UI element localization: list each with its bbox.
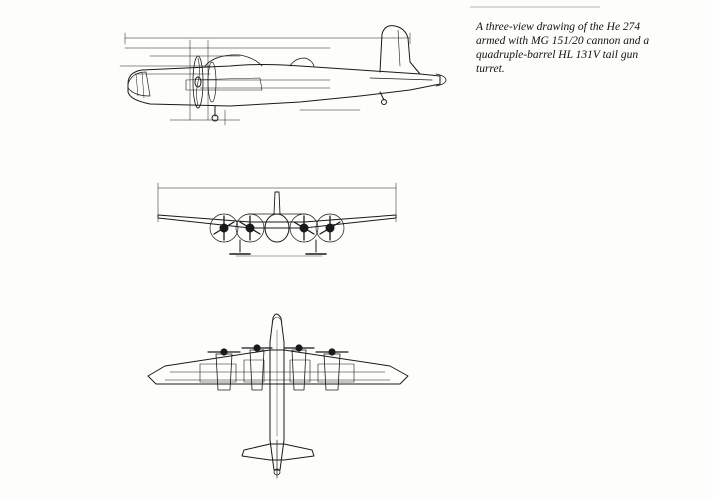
front-view: [158, 183, 396, 256]
plan-view: [148, 314, 408, 478]
side-view: [120, 26, 446, 125]
side-view-dimensions: [120, 33, 410, 125]
front-view-span-dimension: [158, 183, 396, 222]
figure-caption: A three-view drawing of the He 274 armed with MG 151/20 cannon and a quadruple-barrel HL 131V tail gun turret.: [476, 21, 650, 75]
